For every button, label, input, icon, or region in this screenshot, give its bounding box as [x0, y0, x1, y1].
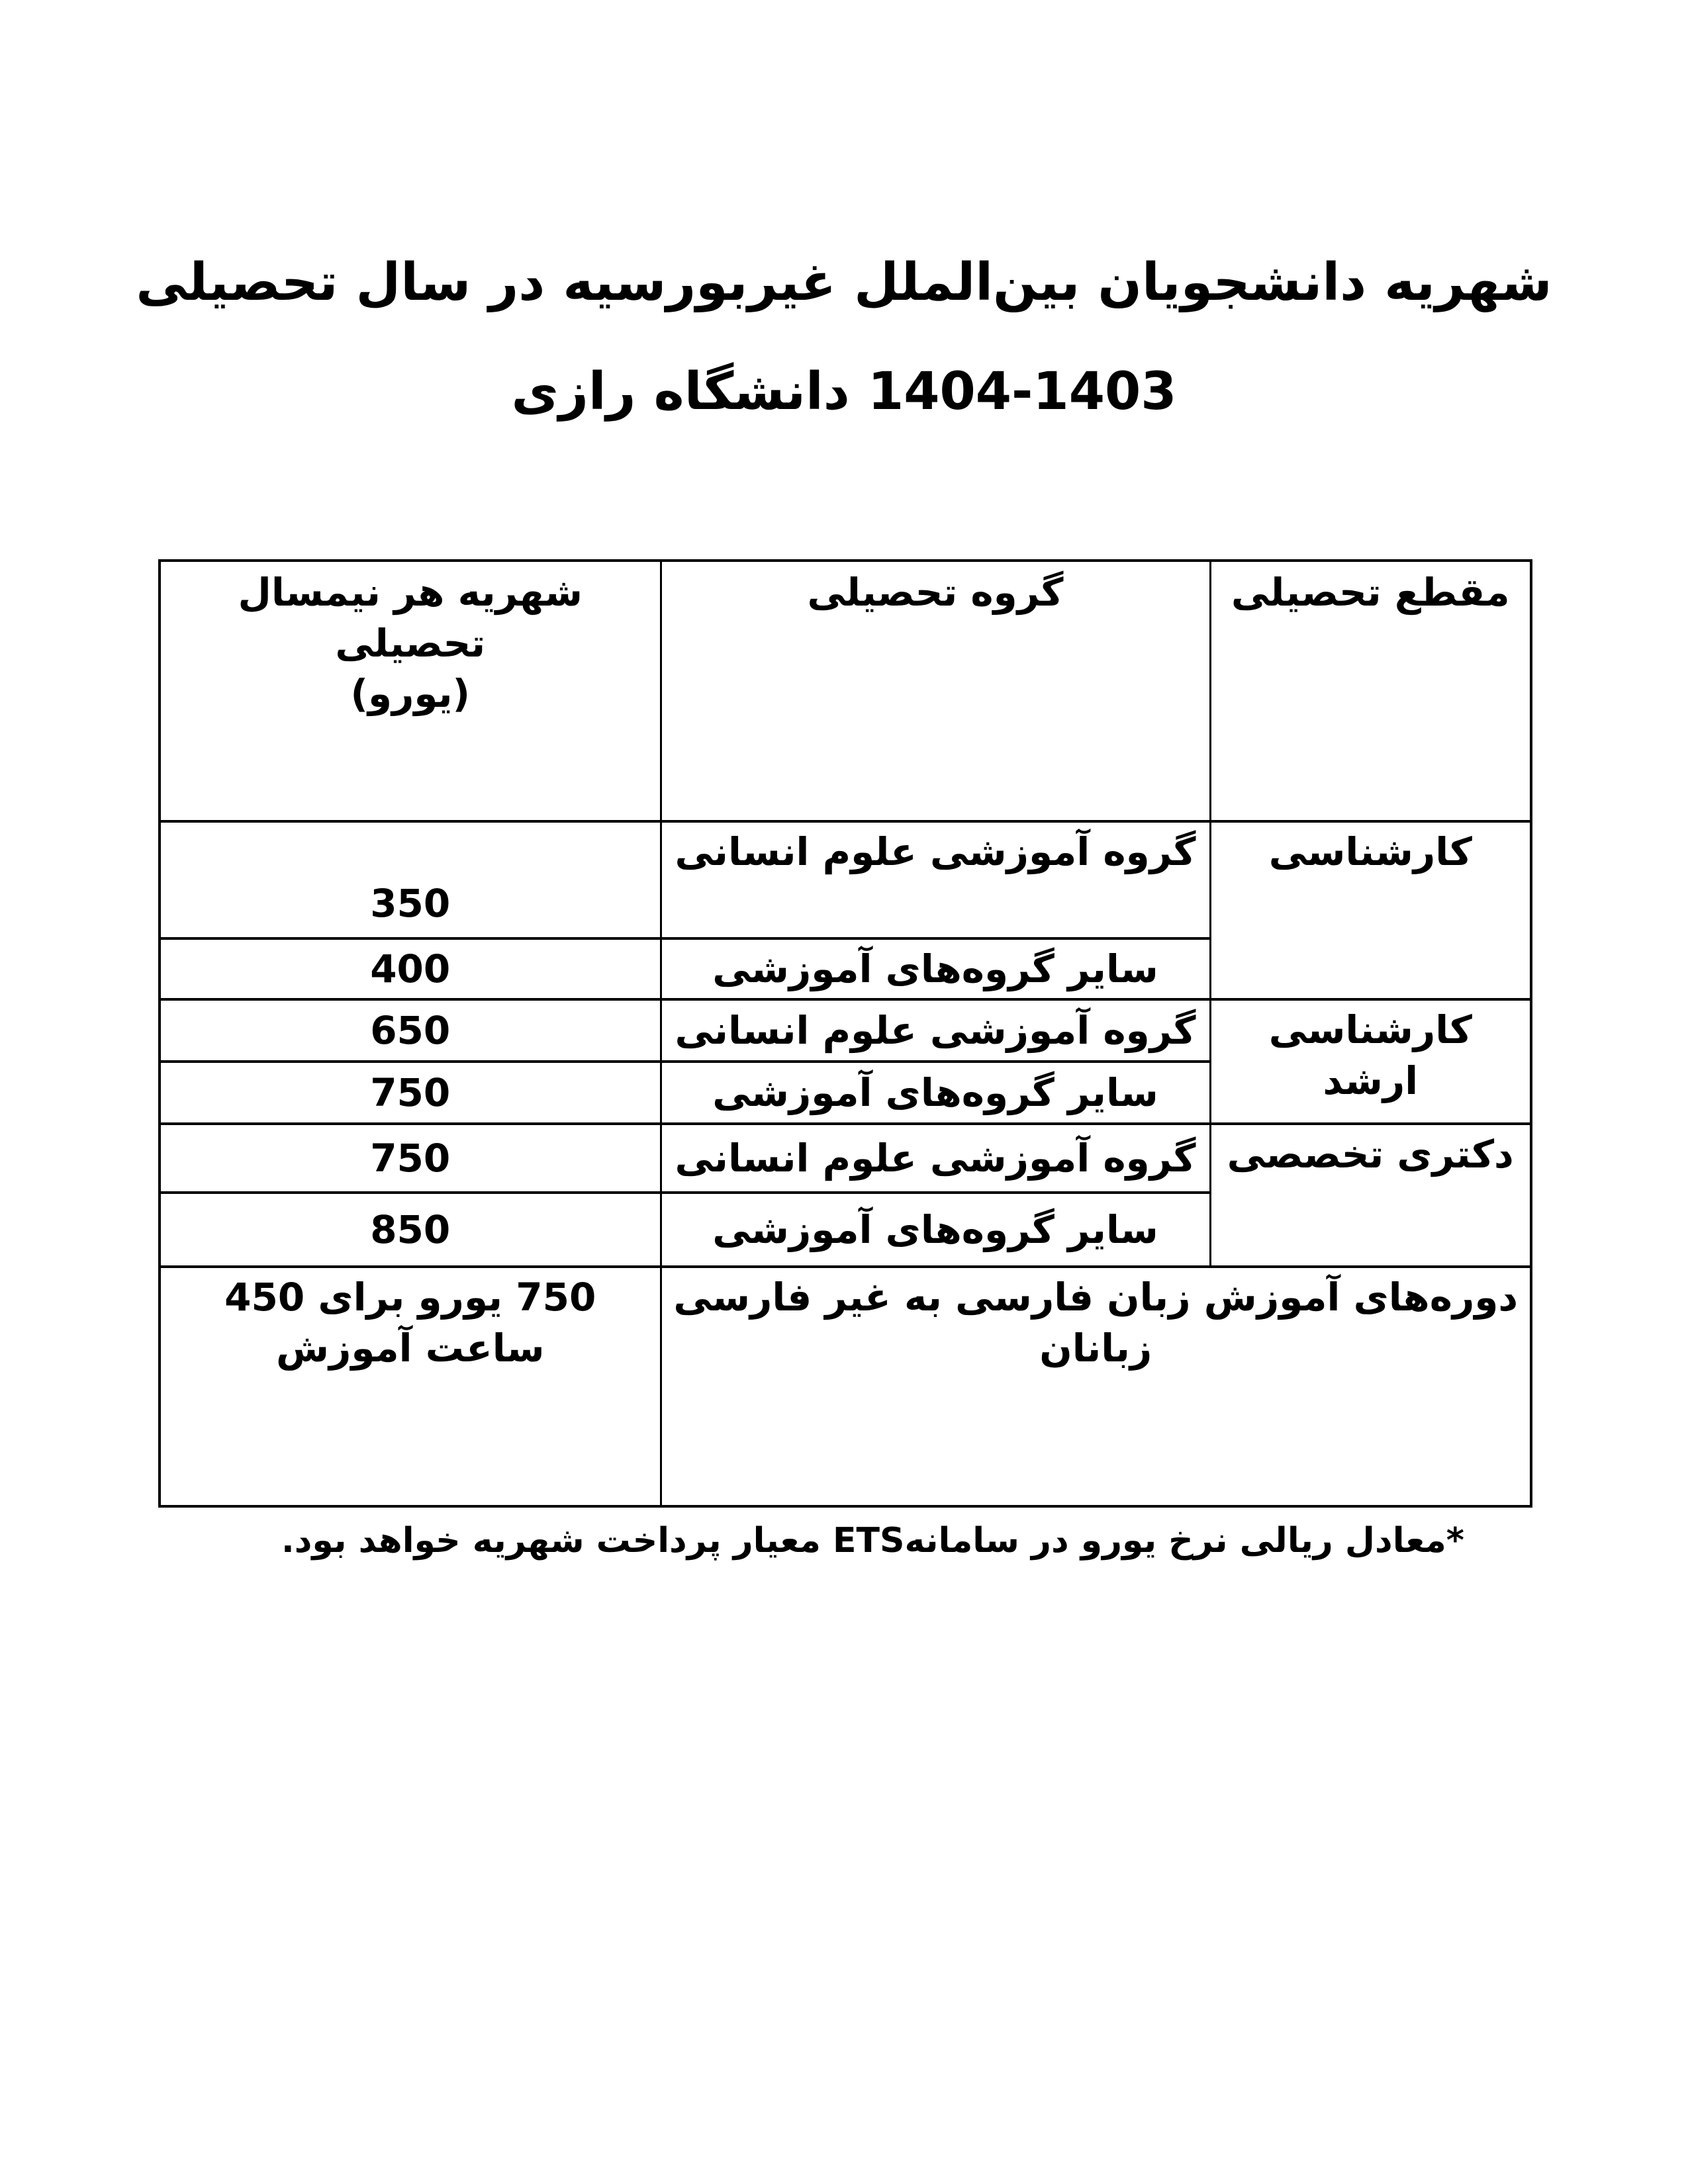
- tuition-table: [158, 559, 1532, 1508]
- cell-group-bachelor-humanities: گروه آموزشی علوم انسانی: [661, 821, 1210, 938]
- cell-fee-master-other: 750: [160, 1062, 661, 1124]
- table-row: [160, 1267, 1531, 1506]
- header-cell-fee: [160, 561, 661, 821]
- cell-level-phd: دکتری تخصصی: [1210, 1124, 1531, 1267]
- cell-fee-phd-other: 850: [160, 1193, 661, 1267]
- table-row: [160, 1124, 1531, 1193]
- table-header-row: [160, 561, 1531, 821]
- table-row: [160, 821, 1531, 938]
- header-fee-line-2: (یورو): [350, 671, 471, 717]
- cell-fee-phd-humanities: 750: [160, 1124, 661, 1193]
- page-title: [0, 0, 1688, 447]
- header-cell-level: مقطع تحصیلی: [1210, 561, 1531, 821]
- cell-fee-bachelor-humanities: 350: [160, 821, 661, 938]
- cell-fee-bachelor-other: 400: [160, 938, 661, 999]
- cell-group-phd-humanities: گروه آموزشی علوم انسانی: [661, 1124, 1210, 1193]
- header-cell-group: گروه تحصیلی: [661, 561, 1210, 821]
- footnote: *معادل ریالی نرخ یورو در سامانهETS معیار پرداخت شهریه خواهد بود.: [281, 1521, 1464, 1561]
- table-row: [160, 999, 1531, 1062]
- cell-level-bachelor: کارشناسی: [1210, 821, 1531, 999]
- title-line-2: 1404-1403 دانشگاه رازی: [511, 362, 1177, 422]
- title-line-1: شهریه دانشجویان بین‌الملل غیربورسیه در سال تحصیلی: [136, 253, 1552, 312]
- cell-fee-persian-course: 750 یورو برای 450 ساعت آموزش: [160, 1267, 661, 1506]
- cell-group-bachelor-other: سایر گروه‌های آموزشی: [661, 938, 1210, 999]
- cell-group-phd-other: سایر گروه‌های آموزشی: [661, 1193, 1210, 1267]
- cell-group-master-other: سایر گروه‌های آموزشی: [661, 1062, 1210, 1124]
- cell-group-master-humanities: گروه آموزشی علوم انسانی: [661, 999, 1210, 1062]
- header-fee-line-1: شهریه هر نیمسال تحصیلی: [238, 570, 583, 666]
- cell-level-master: کارشناسی ارشد: [1210, 999, 1531, 1124]
- cell-program-persian-course: دوره‌های آموزش زبان فارسی به غیر فارسی زبانان: [661, 1267, 1531, 1506]
- cell-fee-master-humanities: 650: [160, 999, 661, 1062]
